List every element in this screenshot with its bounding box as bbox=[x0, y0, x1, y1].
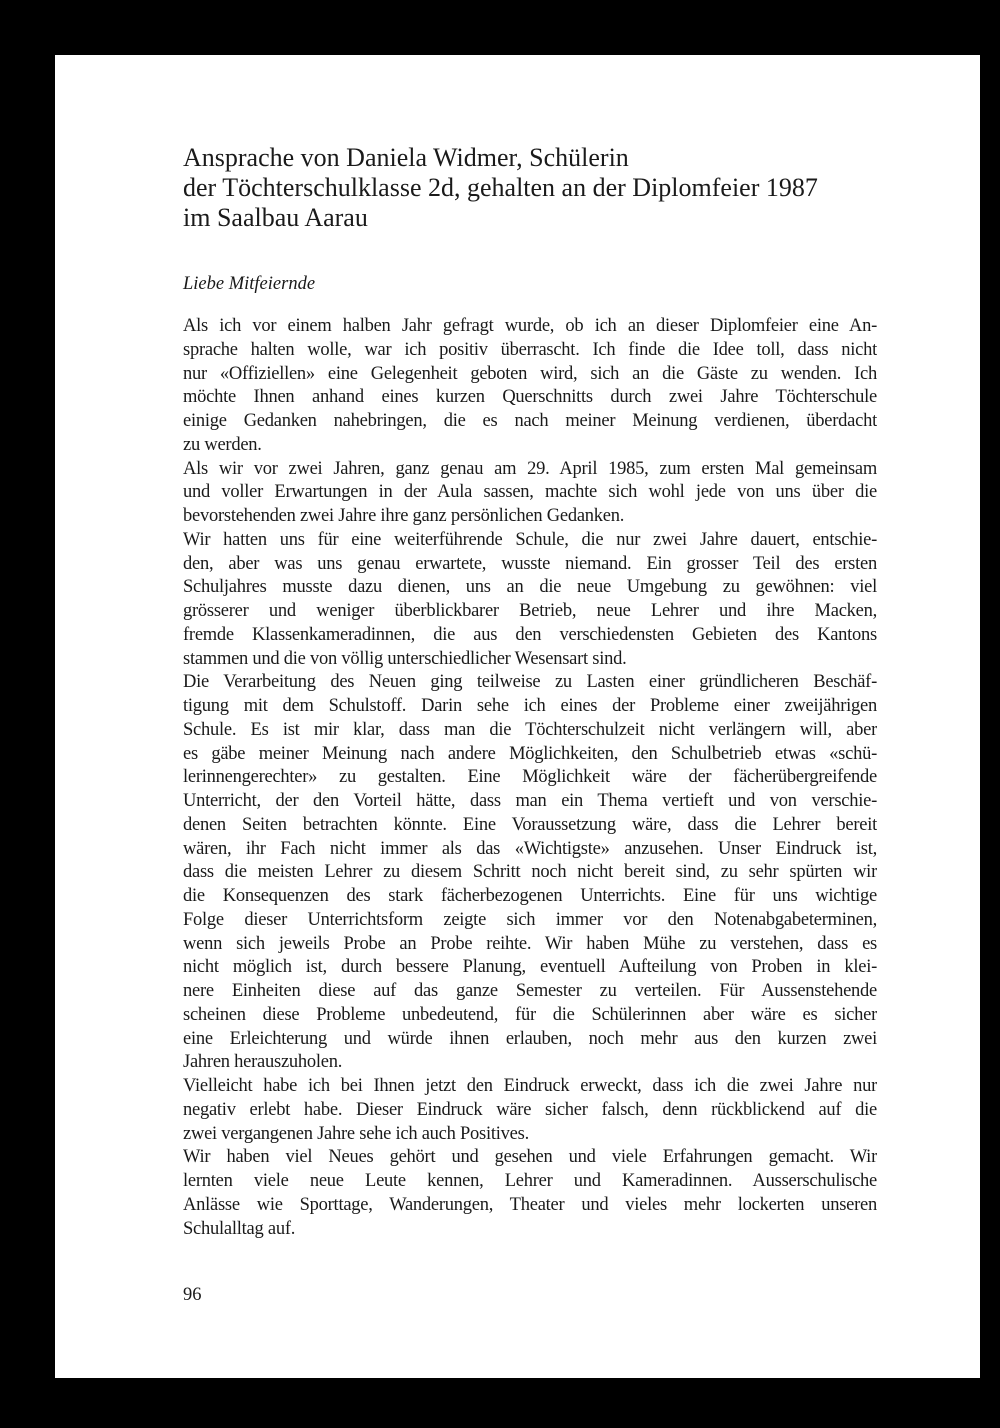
text-line: einige Gedanken nahebringen, die es nach meiner Meinung verdienen, überdacht bbox=[183, 411, 877, 431]
text-line: scheinen diese Probleme unbedeutend, für die Schülerinnen aber wäre es sicher bbox=[183, 1004, 877, 1025]
text-line: wären, ihr Fach nicht immer als das «Wichtigste» anzusehen. Unser Eindruck ist, bbox=[183, 838, 877, 859]
text-line: Jahren herauszuholen. bbox=[183, 1052, 343, 1073]
text-line: Als ich vor einem halben Jahr gefragt wurde, ob ich an dieser Diplomfeier eine An- bbox=[183, 316, 877, 336]
text-line: die Konsequenzen des stark fächerbezogenen Unterrichts. Eine für uns wichtige bbox=[183, 886, 877, 906]
text-line: nere Einheiten diese auf das ganze Semester zu verteilen. Für Aussenstehende bbox=[183, 981, 877, 1001]
text-line: negativ erlebt habe. Dieser Eindruck wäre sicher falsch, denn rückblickend auf die bbox=[183, 1099, 877, 1120]
text-line: Folge dieser Unterrichtsform zeigte sich immer vor den Notenabgabeterminen, bbox=[183, 909, 877, 930]
text-line: lernten viele neue Leute kennen, Lehrer und Kameradinnen. Ausserschulische bbox=[183, 1171, 877, 1191]
paragraph bbox=[183, 529, 877, 672]
text-line: lerinnengerechter» zu gestalten. Eine Möglichkeit wäre der fächerübergreifende bbox=[183, 767, 877, 788]
text-line: grösserer und weniger überblickbarer Betrieb, neue Lehrer und ihre Macken, bbox=[183, 601, 877, 621]
text-line: Schulalltag auf. bbox=[183, 1218, 296, 1239]
text-line: nur «Offiziellen» eine Gelegenheit geboten wird, sich an die Gäste zu wenden. Ich bbox=[183, 363, 877, 384]
paragraph bbox=[183, 671, 877, 1075]
speech-body bbox=[183, 315, 877, 1241]
text-line: Schule. Es ist mir klar, dass man die Töchterschulzeit nicht verlängern will, aber bbox=[183, 719, 877, 740]
text-line: eine Erleichterung und würde ihnen erlauben, noch mehr aus den kurzen zwei bbox=[183, 1028, 877, 1049]
title-line: im Saalbau Aarau bbox=[183, 203, 368, 232]
paragraph bbox=[183, 1146, 877, 1241]
text-line: zu werden. bbox=[183, 434, 262, 455]
text-line: wenn sich jeweils Probe an Probe reihte. Wir haben Mühe zu verstehen, dass es bbox=[183, 933, 877, 954]
text-line: denen Seiten betrachten könnte. Eine Voraussetzung wäre, dass die Lehrer bereit bbox=[183, 814, 877, 835]
text-line: möchte Ihnen anhand eines kurzen Querschnitts durch zwei Jahre Töchterschule bbox=[183, 387, 877, 408]
text-line: Vielleicht habe ich bei Ihnen jetzt den Eindruck erweckt, dass ich die zwei Jahre nur bbox=[183, 1076, 877, 1096]
paragraph bbox=[183, 458, 877, 529]
page-number: 96 bbox=[183, 1285, 202, 1305]
paragraph bbox=[183, 1075, 877, 1146]
document-page bbox=[55, 55, 980, 1378]
text-line: stammen und die von völlig unterschiedlicher Wesensart sind. bbox=[183, 648, 627, 669]
text-line: nicht möglich ist, durch bessere Planung, eventuell Aufteilung von Proben in klei- bbox=[183, 957, 877, 978]
text-line: Wir hatten uns für eine weiterführende Schule, die nur zwei Jahre dauert, entschie- bbox=[183, 529, 877, 550]
text-line: Anlässe wie Sporttage, Wanderungen, Theater und vieles mehr lockerten unseren bbox=[183, 1194, 877, 1215]
text-line: Schuljahres musste dazu dienen, uns an die neue Umgebung zu gewöhnen: viel bbox=[183, 577, 877, 598]
text-line: Als wir vor zwei Jahren, ganz genau am 29. April 1985, zum ersten Mal gemeinsam bbox=[183, 458, 877, 479]
text-line: Die Verarbeitung des Neuen ging teilweise zu Lasten einer gründlicheren Beschäf- bbox=[183, 672, 877, 693]
title-line: Ansprache von Daniela Widmer, Schülerin bbox=[183, 143, 629, 172]
text-line: fremde Klassenkameradinnen, die aus den verschiedensten Gebieten des Kantons bbox=[183, 624, 877, 645]
text-line: Wir haben viel Neues gehört und gesehen und viele Erfahrungen gemacht. Wir bbox=[183, 1147, 877, 1168]
text-line: zwei vergangenen Jahre sehe ich auch Positives. bbox=[183, 1123, 529, 1144]
text-line: Unterricht, der den Vorteil hätte, dass man ein Thema vertieft und von verschie- bbox=[183, 791, 877, 811]
text-line: es gäbe meiner Meinung nach andere Möglichkeiten, den Schulbetrieb etwas «schü- bbox=[183, 743, 877, 764]
text-line: sprache halten wolle, war ich positiv überrascht. Ich finde die Idee toll, dass nicht bbox=[183, 339, 877, 360]
text-line: und voller Erwartungen in der Aula sassen, machte sich wohl jede von uns über die bbox=[183, 482, 877, 503]
text-line: den, aber was uns genau erwartete, wusste niemand. Ein grosser Teil des ersten bbox=[183, 553, 877, 574]
speech-title bbox=[183, 143, 903, 233]
paragraph bbox=[183, 315, 877, 458]
text-line: dass die meisten Lehrer zu diesem Schritt noch nicht bereit sind, zu sehr spürten wir bbox=[183, 862, 877, 883]
salutation: Liebe Mitfeiernde bbox=[183, 274, 316, 294]
title-line: der Töchterschulklasse 2d, gehalten an der Diplomfeier 1987 bbox=[183, 173, 818, 202]
text-line: bevorstehenden zwei Jahre ihre ganz persönlichen Gedanken. bbox=[183, 506, 625, 526]
text-line: tigung mit dem Schulstoff. Darin sehe ich eines der Probleme einer zweijährigen bbox=[183, 696, 877, 716]
